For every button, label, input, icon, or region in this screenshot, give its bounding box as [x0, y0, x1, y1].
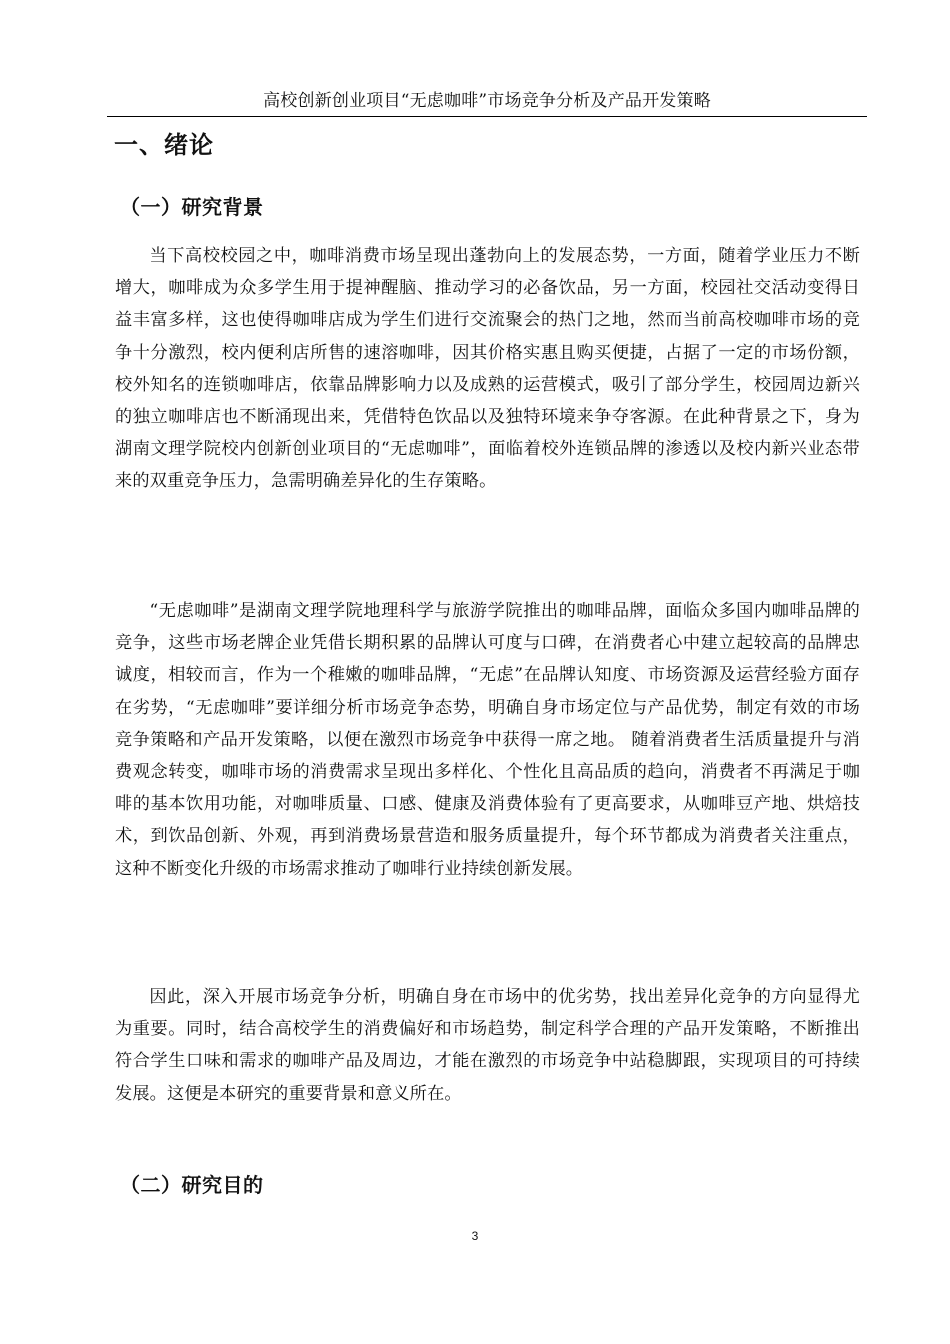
body-paragraph: “无虑咖啡”是湖南文理学院地理科学与旅游学院推出的咖啡品牌，面临众多国内咖啡品牌的竞争，这些市场老牌企业凭借长期积累的品牌认可度与口碑，在消费者心中建立起较高的品牌忠诚度，相较而言，作为一个稚嫩的咖啡品牌，“无虑”在品牌认知度、市场资源及运营经验方面存在劣势，“无虑咖啡”要详细分析市场竞争态势，明确自身市场定位与产品优势，制定有效的市场竞争策略和产品开发策略，以便在激烈市场竞争中获得一席之地。 随着消费者生活质量提升与消费观念转变，咖啡市场的消费需求呈现出多样化、个性化且高品质的趋向，消费者不再满足于咖啡的基本饮用功能，对咖啡质量、口感、健康及消费体验有了更高要求，从咖啡豆产地、烘焙技术，到饮品创新、外观，再到消费场景营造和服务质量提升，每个环节都成为消费者关注重点，这种不断变化升级的市场需求推动了咖啡行业持续创新发展。: [115, 601, 860, 879]
page-number: 3: [471, 1229, 479, 1243]
header-rule: [107, 116, 867, 117]
section-title-background: （一）研究背景: [120, 195, 264, 219]
body-paragraph: 当下高校校园之中，咖啡消费市场呈现出蓬勃向上的发展态势，一方面，随着学业压力不断增大，咖啡成为众多学生用于提神醒脑、推动学习的必备饮品，另一方面，校园社交活动变得日益丰富多样，这也使得咖啡店成为学生们进行交流聚会的热门之地，然而当前高校咖啡市场的竞争十分激烈，校内便利店所售的速溶咖啡，因其价格实惠且购买便捷，占据了一定的市场份额，校外知名的连锁咖啡店，依靠品牌影响力以及成熟的运营模式，吸引了部分学生，校园周边新兴的独立咖啡店也不断涌现出来，凭借特色饮品以及独特环境来争夺客源。在此种背景之下，身为湖南文理学院校内创新创业项目的“无虑咖啡”，面临着校外连锁品牌的渗透以及校内新兴业态带来的双重竞争压力，急需明确差异化的生存策略。: [115, 246, 860, 492]
chapter-title: 一、绪论: [114, 131, 214, 159]
section-title-purpose: （二）研究目的: [120, 1173, 264, 1197]
body-paragraph: 因此，深入开展市场竞争分析，明确自身在市场中的优劣势，找出差异化竞争的方向显得尤为重要。同时，结合高校学生的消费偏好和市场趋势，制定科学合理的产品开发策略，不断推出符合学生口味和需求的咖啡产品及周边，才能在激烈的市场竞争中站稳脚跟，实现项目的可持续发展。这便是本研究的重要背景和意义所在。: [115, 987, 860, 1104]
running-header: 高校创新创业项目“无虑咖啡”市场竞争分析及产品开发策略: [263, 91, 711, 111]
